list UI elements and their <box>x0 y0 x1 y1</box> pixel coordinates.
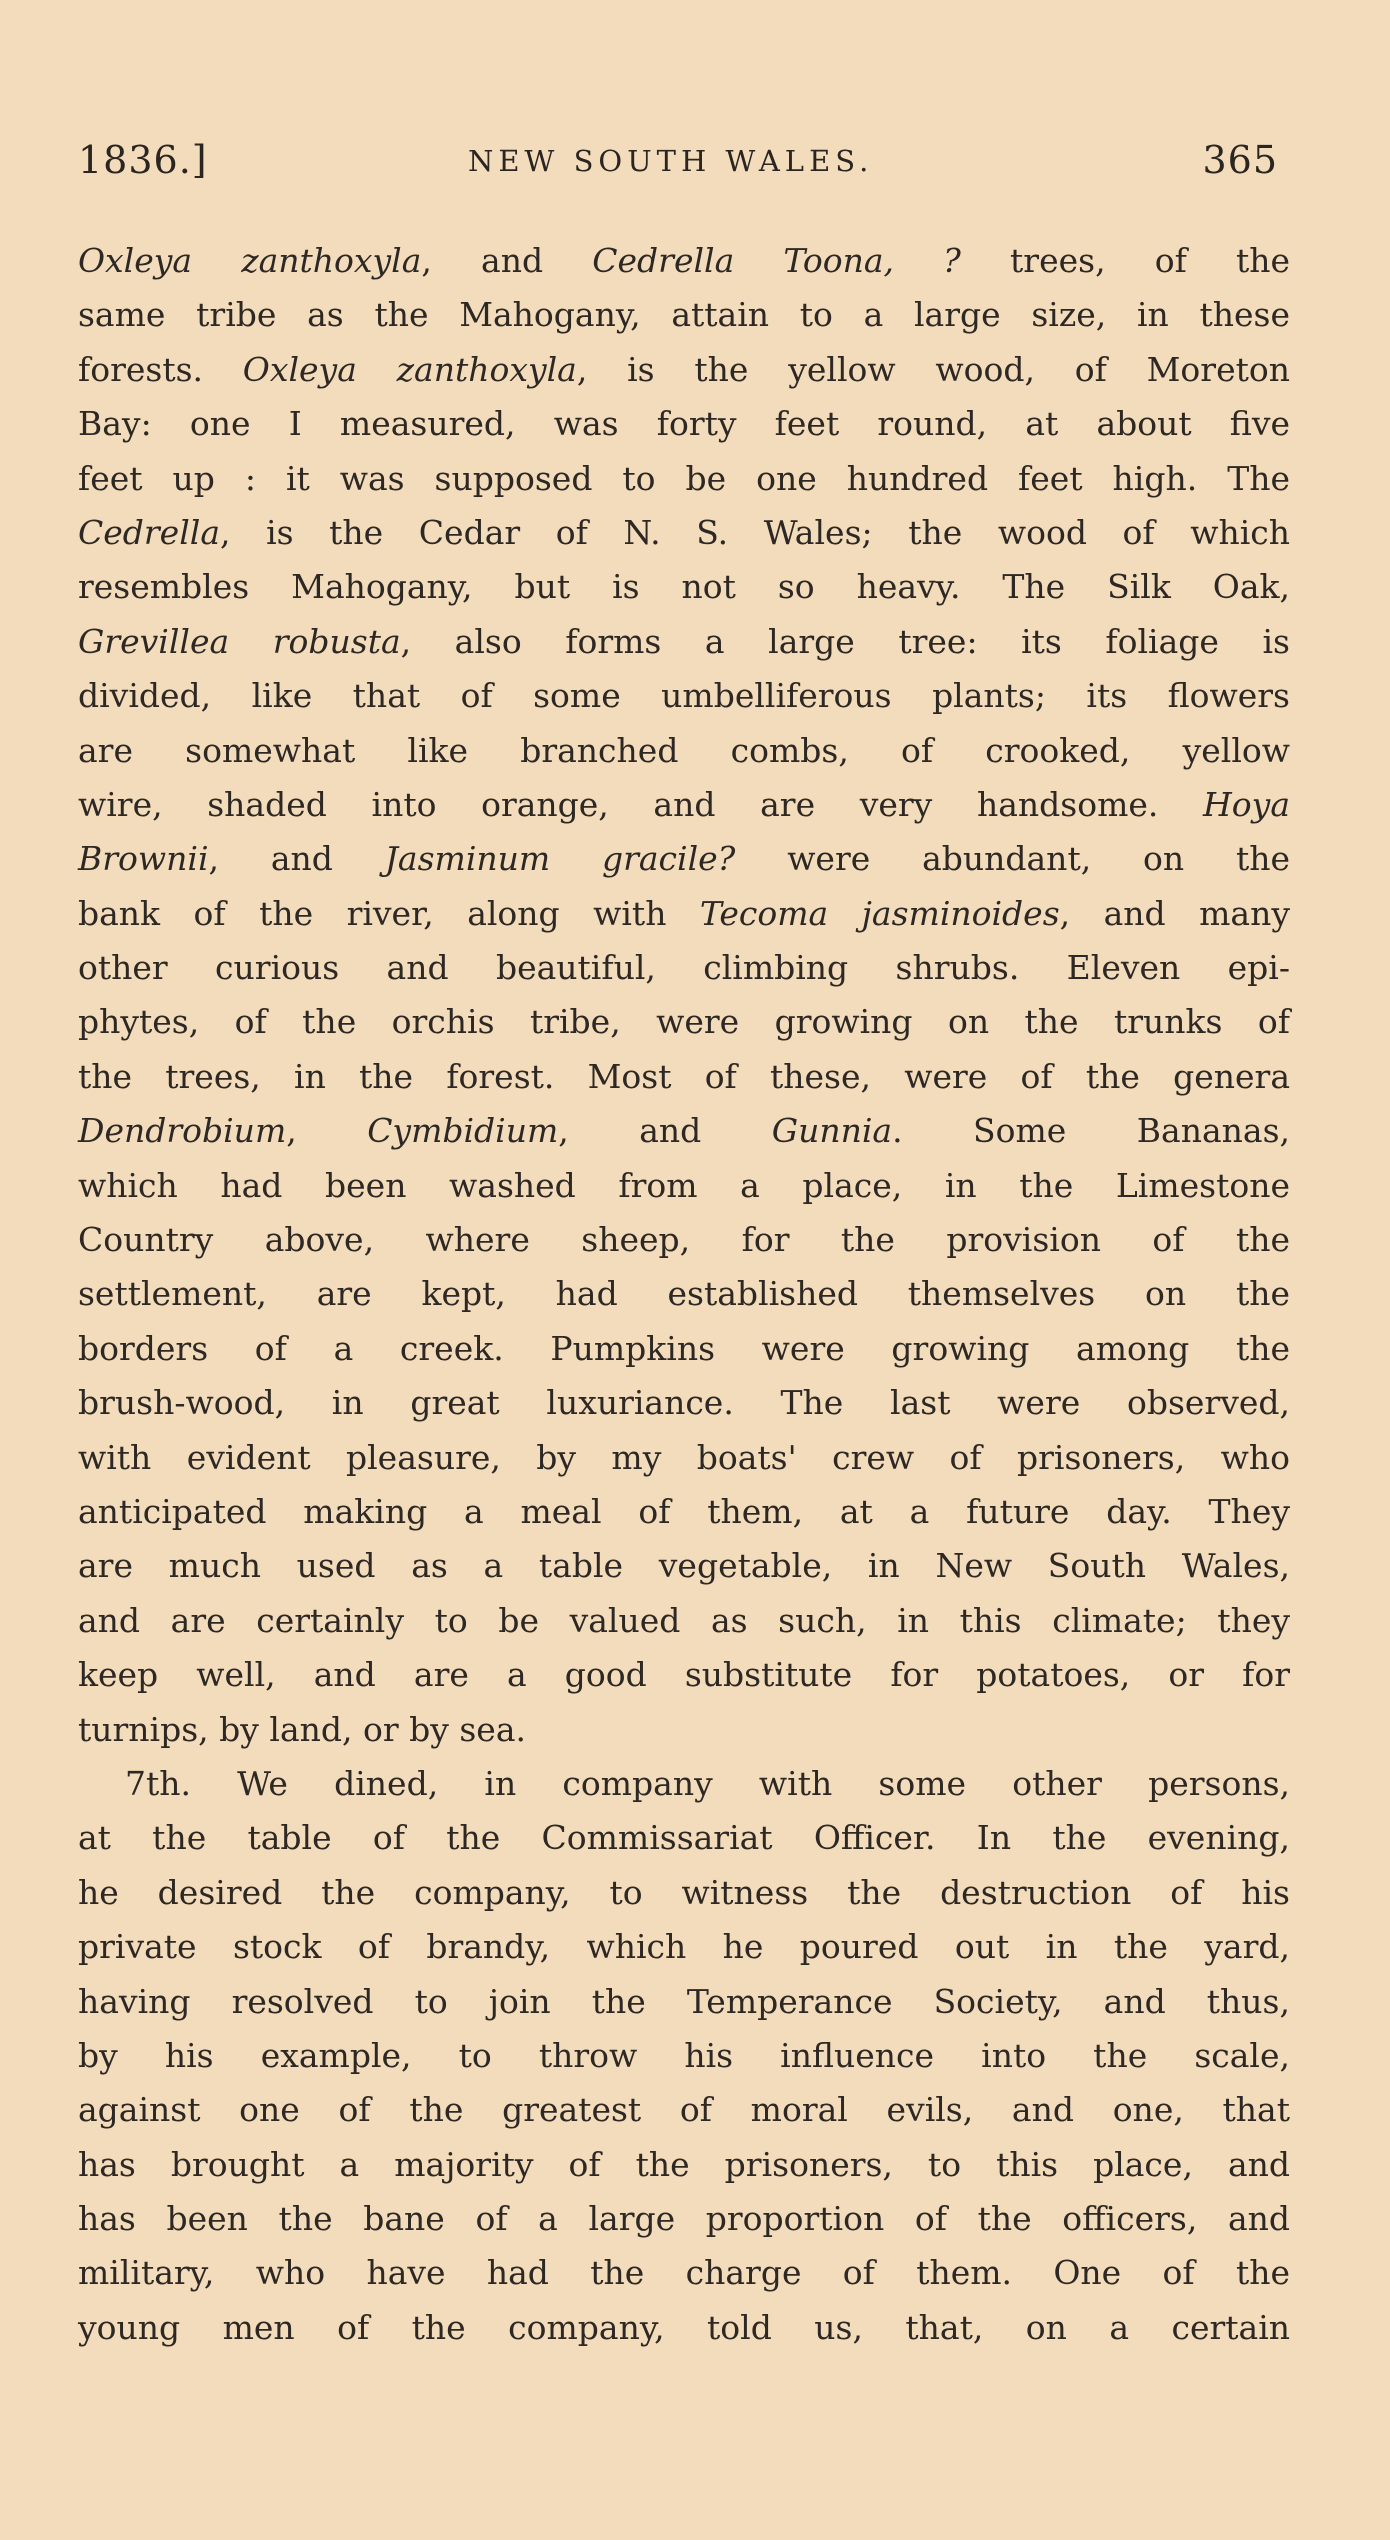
text-line: which had been washed from a place, in the Limestone <box>78 1165 1290 1205</box>
text-line: anticipated making a meal of them, at a future day. They <box>78 1491 1290 1531</box>
header-title: NEW SOUTH WALES. <box>468 144 874 178</box>
text-line: turnips, by land, or by sea. <box>78 1709 526 1749</box>
text-line: private stock of brandy, which he poured out in the yard, <box>78 1927 1290 1967</box>
page-body-text <box>78 234 1290 2355</box>
text-line: has been the bane of a large proportion of the officers, and <box>78 2199 1290 2239</box>
text-line: phytes, of the orchis tribe, were growing on the trunks of <box>78 1002 1290 1042</box>
text-line <box>78 234 1290 288</box>
text-line: military, who have had the charge of them. One of the <box>78 2253 1290 2293</box>
text-line: Brownii, and Jasminum gracile? were abundant, on the <box>78 839 1290 879</box>
text-line: Dendrobium, Cymbidium, and Gunnia. Some Bananas, <box>78 1111 1290 1151</box>
text-line: are somewhat like branched combs, of crooked, yellow <box>78 730 1290 770</box>
text-line: by his example, to throw his influence into the scale, <box>78 2035 1290 2075</box>
page-number: 365 <box>1202 138 1278 182</box>
text-line: Country above, where sheep, for the provision of the <box>78 1220 1290 1260</box>
text-line: against one of the greatest of moral evils, and one, that <box>78 2090 1290 2130</box>
text-line: are much used as a table vegetable, in New South Wales, <box>78 1546 1290 1586</box>
text-line: with evident pleasure, by my boats' crew of prisoners, who <box>78 1437 1290 1477</box>
text-line: forests. Oxleya zanthoxyla, is the yellow wood, of Moreton <box>78 349 1290 389</box>
text-line: has brought a majority of the prisoners, to this place, and <box>78 2144 1290 2184</box>
text-line: borders of a creek. Pumpkins were growing among the <box>78 1328 1290 1368</box>
text-line: bank of the river, along with Tecoma jasminoides, and many <box>78 893 1290 933</box>
text-line: settlement, are kept, had established themselves on the <box>78 1274 1290 1314</box>
text-line: 7th. We dined, in company with some other persons, <box>125 1763 1290 1803</box>
text-line: wire, shaded into orange, and are very handsome. Hoya <box>78 784 1290 824</box>
text-line: he desired the company, to witness the destruction of his <box>78 1872 1290 1912</box>
text-line: divided, like that of some umbelliferous plants; its flowers <box>78 676 1290 716</box>
text-line: same tribe as the Mahogany, attain to a large size, in these <box>78 295 1290 335</box>
text-line: Grevillea robusta, also forms a large tree: its foliage is <box>78 621 1290 661</box>
text-line: young men of the company, told us, that, on a certain <box>78 2307 1290 2347</box>
text-line: brush-wood, in great luxuriance. The last were observed, <box>78 1383 1290 1423</box>
text-line: Bay: one I measured, was forty feet round, at about five <box>78 404 1290 444</box>
text-line: feet up : it was supposed to be one hundred feet high. The <box>78 458 1290 498</box>
text-line: the trees, in the forest. Most of these, were of the genera <box>78 1056 1290 1096</box>
text-line: resembles Mahogany, but is not so heavy. The Silk Oak, <box>78 567 1290 607</box>
text-line: at the table of the Commissariat Officer. In the evening, <box>78 1818 1290 1858</box>
running-header <box>78 138 1278 198</box>
text-line: having resolved to join the Temperance Society, and thus, <box>78 1981 1290 2021</box>
text-line: and are certainly to be valued as such, in this climate; they <box>78 1600 1290 1640</box>
text-line: Oxleya zanthoxyla, and Cedrella Toona, ? trees, of the <box>78 241 1290 280</box>
header-year: 1836.] <box>78 138 208 182</box>
text-line: Cedrella, is the Cedar of N. S. Wales; the wood of which <box>78 512 1290 552</box>
text-line: keep well, and are a good substitute for potatoes, or for <box>78 1655 1290 1695</box>
text-line: other curious and beautiful, climbing shrubs. Eleven epi- <box>78 948 1290 988</box>
